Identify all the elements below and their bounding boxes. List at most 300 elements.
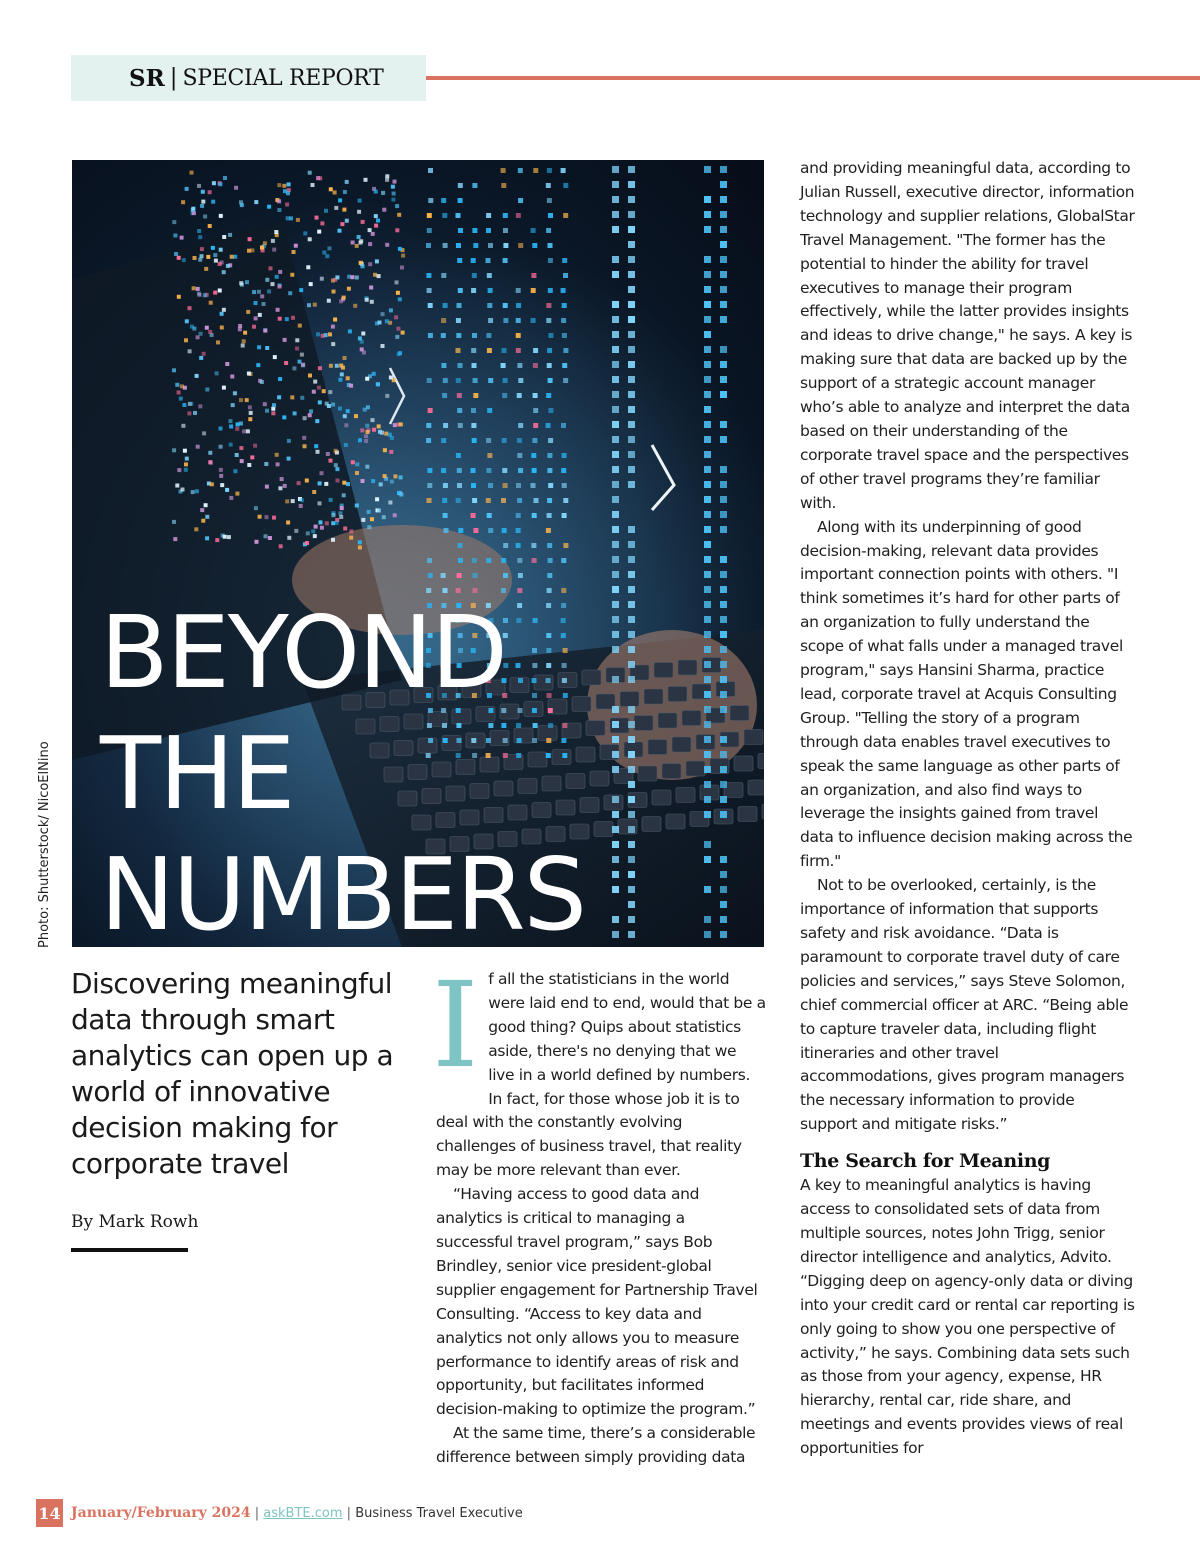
data-dot <box>628 271 635 278</box>
data-dot <box>318 366 322 370</box>
data-dot <box>331 342 335 346</box>
data-dot <box>202 431 206 435</box>
data-dot <box>456 453 461 458</box>
data-dot <box>223 176 227 180</box>
data-dot <box>346 376 350 380</box>
data-dot <box>704 286 711 293</box>
data-dot <box>720 766 727 773</box>
data-dot <box>393 513 397 517</box>
data-dot <box>612 436 619 443</box>
data-dot <box>267 290 271 294</box>
data-dot <box>282 415 286 419</box>
data-dot <box>704 856 711 863</box>
data-dot <box>268 536 272 540</box>
data-dot <box>518 243 523 248</box>
data-dot <box>235 453 239 457</box>
data-dot <box>200 204 204 208</box>
data-dot <box>183 449 187 453</box>
data-dot <box>196 335 200 339</box>
data-dot <box>384 432 388 436</box>
data-dot <box>471 483 476 488</box>
data-dot <box>488 483 493 488</box>
data-dot <box>320 471 324 475</box>
data-dot <box>260 294 264 298</box>
data-dot <box>704 436 711 443</box>
data-dot <box>547 363 552 368</box>
data-dot <box>339 364 343 368</box>
data-dot <box>443 513 448 518</box>
data-dot <box>229 496 233 500</box>
data-dot <box>516 303 521 308</box>
data-dot <box>501 558 506 563</box>
data-dot <box>473 378 478 383</box>
data-dot <box>372 372 376 376</box>
data-dot <box>240 203 244 207</box>
data-dot <box>299 504 303 508</box>
data-dot <box>427 468 432 473</box>
paragraph: Not to be overlooked, certainly, is the importance of information that supports safety and risk avoidance. “Data is paramount to corporate travel duty of care policies and services,” says Steve Solomon, chief commercial officer at ARC. “Being able to capture traveler data, including flight itineraries and other travel accommodations, gives program managers the necessary information to provide support and mitigate risks.” <box>800 876 1129 1134</box>
data-dot <box>258 313 262 317</box>
data-dot <box>233 255 237 259</box>
data-dot <box>349 536 353 540</box>
keyboard-key <box>748 780 764 795</box>
data-dot <box>214 259 218 263</box>
data-dot <box>720 871 727 878</box>
data-dot <box>209 461 213 465</box>
data-dot <box>315 216 319 220</box>
data-dot <box>184 468 188 472</box>
data-dot <box>233 391 237 395</box>
data-dot <box>369 286 373 290</box>
data-dot <box>230 375 234 379</box>
data-dot <box>191 490 195 494</box>
data-dot <box>256 363 260 367</box>
data-dot <box>517 558 522 563</box>
data-dot <box>628 736 635 743</box>
data-dot <box>272 516 276 520</box>
data-dot <box>533 168 538 173</box>
data-dot <box>612 916 619 923</box>
data-dot <box>370 300 374 304</box>
data-dot <box>427 378 432 383</box>
data-dot <box>426 243 431 248</box>
data-dot <box>399 493 403 497</box>
data-dot <box>315 419 319 423</box>
data-dot <box>294 529 298 533</box>
data-dot <box>501 183 506 188</box>
data-dot <box>307 303 311 307</box>
data-dot <box>218 262 222 266</box>
data-dot <box>704 511 711 518</box>
data-dot <box>427 498 432 503</box>
data-dot <box>350 275 354 279</box>
data-dot <box>201 200 205 204</box>
data-dot <box>181 424 185 428</box>
data-dot <box>335 521 339 525</box>
keyboard-key <box>658 713 677 728</box>
data-dot <box>382 515 386 519</box>
data-dot <box>340 372 344 376</box>
data-dot <box>473 243 478 248</box>
keyboard-key <box>676 788 695 803</box>
data-dot <box>562 333 567 338</box>
data-dot <box>428 408 433 413</box>
data-dot <box>720 646 727 653</box>
data-dot <box>516 543 521 548</box>
data-dot <box>329 459 333 463</box>
data-dot <box>215 538 219 542</box>
header-rule <box>426 76 1200 80</box>
data-dot <box>209 301 213 305</box>
data-dot <box>306 531 310 535</box>
data-dot <box>299 288 303 292</box>
data-dot <box>458 228 463 233</box>
data-dot <box>276 462 280 466</box>
data-dot <box>378 430 382 434</box>
data-dot <box>612 826 619 833</box>
data-dot <box>516 483 521 488</box>
data-dot <box>628 481 635 488</box>
data-dot <box>720 346 727 353</box>
data-dot <box>546 183 551 188</box>
data-dot <box>263 402 267 406</box>
data-dot <box>365 298 369 302</box>
data-dot <box>628 226 635 233</box>
data-dot <box>324 209 328 213</box>
keyboard-key <box>686 761 705 776</box>
data-dot <box>720 361 727 368</box>
data-dot <box>547 348 552 353</box>
data-dot <box>442 393 447 398</box>
keyboard-key <box>682 711 701 726</box>
data-dot <box>172 448 176 452</box>
data-dot <box>704 811 711 818</box>
data-dot <box>443 243 448 248</box>
data-dot <box>271 239 275 243</box>
data-dot <box>628 826 635 833</box>
data-dot <box>548 483 553 488</box>
data-dot <box>239 281 243 285</box>
data-dot <box>206 255 210 259</box>
data-dot <box>488 378 493 383</box>
data-dot <box>612 346 619 353</box>
data-dot <box>321 334 325 338</box>
data-dot <box>720 391 727 398</box>
data-dot <box>264 534 268 538</box>
data-dot <box>441 438 446 443</box>
data-dot <box>205 326 209 330</box>
data-dot <box>517 363 522 368</box>
data-dot <box>364 439 368 443</box>
data-dot <box>332 513 336 517</box>
data-dot <box>220 312 224 316</box>
section-abbreviation: SR <box>129 64 165 92</box>
data-dot <box>503 213 508 218</box>
data-dot <box>472 363 477 368</box>
data-dot <box>200 508 204 512</box>
data-dot <box>269 266 273 270</box>
data-dot <box>351 241 355 245</box>
data-dot <box>340 222 344 226</box>
data-dot <box>441 333 446 338</box>
data-dot <box>175 484 179 488</box>
data-dot <box>471 288 476 293</box>
data-dot <box>457 408 462 413</box>
byline: By Mark Rowh <box>71 1212 199 1232</box>
data-dot <box>612 406 619 413</box>
data-dot <box>338 198 342 202</box>
body-column-3 <box>800 157 1135 1461</box>
data-dot <box>720 211 727 218</box>
data-dot <box>199 332 203 336</box>
data-dot <box>628 436 635 443</box>
drop-cap: I <box>432 956 479 1094</box>
data-dot <box>456 333 461 338</box>
data-dot <box>345 180 349 184</box>
data-dot <box>271 411 275 415</box>
data-dot <box>704 766 711 773</box>
data-dot <box>375 259 379 263</box>
data-dot <box>309 282 313 286</box>
data-dot <box>502 438 507 443</box>
data-dot <box>628 181 635 188</box>
data-dot <box>358 336 362 340</box>
data-dot <box>472 183 477 188</box>
data-dot <box>357 235 361 239</box>
data-dot <box>401 331 405 335</box>
data-dot <box>318 481 322 485</box>
data-dot <box>547 198 552 203</box>
section-label: SPECIAL REPORT <box>182 65 384 91</box>
data-dot <box>339 515 343 519</box>
data-dot <box>548 243 553 248</box>
data-dot <box>720 781 727 788</box>
data-dot <box>518 198 523 203</box>
data-dot <box>393 423 397 427</box>
data-dot <box>182 258 186 262</box>
data-dot <box>287 182 291 186</box>
data-dot <box>612 706 619 713</box>
data-dot <box>192 286 196 290</box>
data-dot <box>612 541 619 548</box>
data-dot <box>704 391 711 398</box>
data-dot <box>612 646 619 653</box>
footer-separator: | <box>254 1506 260 1521</box>
data-dot <box>548 213 553 218</box>
data-dot <box>365 465 369 469</box>
data-dot <box>547 468 552 473</box>
data-dot <box>288 291 292 295</box>
data-dot <box>220 326 224 330</box>
data-dot <box>286 216 290 220</box>
data-dot <box>242 429 246 433</box>
data-dot <box>534 498 539 503</box>
data-dot <box>458 363 463 368</box>
data-dot <box>308 374 312 378</box>
data-dot <box>720 916 727 923</box>
data-dot <box>398 297 402 301</box>
data-dot <box>316 332 320 336</box>
data-dot <box>312 390 316 394</box>
data-dot <box>300 498 304 502</box>
data-dot <box>305 479 309 483</box>
data-dot <box>516 528 521 533</box>
website-link[interactable]: askBTE.com <box>263 1506 343 1521</box>
data-dot <box>285 499 289 503</box>
data-dot <box>173 234 177 238</box>
data-dot <box>546 393 551 398</box>
data-dot <box>303 231 307 235</box>
data-dot <box>335 275 339 279</box>
data-dot <box>720 166 727 173</box>
data-dot <box>518 423 523 428</box>
data-dot <box>248 237 252 241</box>
data-dot <box>612 631 619 638</box>
data-dot <box>252 290 256 294</box>
data-dot <box>612 601 619 608</box>
data-dot <box>517 498 522 503</box>
data-dot <box>704 661 711 668</box>
data-dot <box>292 250 296 254</box>
data-dot <box>531 543 536 548</box>
data-dot <box>385 394 389 398</box>
data-dot <box>198 235 202 239</box>
data-dot <box>322 251 326 255</box>
data-dot <box>254 316 258 320</box>
keyboard-key <box>648 740 667 755</box>
data-dot <box>255 540 259 544</box>
page-footer <box>71 1505 523 1521</box>
data-dot <box>334 463 338 467</box>
data-dot <box>204 267 208 271</box>
data-dot <box>361 479 365 483</box>
data-dot <box>197 184 201 188</box>
data-dot <box>361 264 365 268</box>
data-dot <box>395 228 399 232</box>
data-dot <box>381 312 385 316</box>
data-dot <box>185 457 189 461</box>
data-dot <box>704 586 711 593</box>
data-dot <box>174 252 178 256</box>
data-dot <box>457 258 462 263</box>
data-dot <box>282 184 286 188</box>
data-dot <box>366 430 370 434</box>
data-dot <box>305 541 309 545</box>
data-dot <box>378 321 382 325</box>
data-dot <box>273 355 277 359</box>
data-dot <box>287 536 291 540</box>
data-dot <box>612 616 619 623</box>
data-dot <box>628 406 635 413</box>
data-dot <box>562 363 567 368</box>
data-dot <box>427 213 432 218</box>
data-dot <box>531 318 536 323</box>
data-dot <box>704 166 711 173</box>
data-dot <box>720 286 727 293</box>
data-dot <box>563 213 568 218</box>
data-dot <box>612 211 619 218</box>
data-dot <box>249 411 253 415</box>
data-dot <box>325 402 329 406</box>
data-dot <box>628 721 635 728</box>
data-dot <box>441 573 446 578</box>
data-dot <box>720 736 727 743</box>
data-dot <box>247 463 251 467</box>
data-dot <box>182 403 186 407</box>
data-dot <box>260 380 264 384</box>
data-dot <box>272 403 276 407</box>
data-dot <box>383 474 387 478</box>
data-dot <box>374 224 378 228</box>
keyboard-key <box>638 766 657 781</box>
data-dot <box>612 481 619 488</box>
data-dot <box>547 168 552 173</box>
publication-name: Business Travel Executive <box>355 1506 523 1521</box>
data-dot <box>349 529 353 533</box>
data-dot <box>442 498 447 503</box>
data-dot <box>359 261 363 265</box>
data-dot <box>486 333 491 338</box>
data-dot <box>277 183 281 187</box>
data-dot <box>267 205 271 209</box>
data-dot <box>205 388 209 392</box>
data-dot <box>177 295 181 299</box>
data-dot <box>704 631 711 638</box>
data-dot <box>396 291 400 295</box>
data-dot <box>248 417 252 421</box>
data-dot <box>397 213 401 217</box>
data-dot <box>334 449 338 453</box>
data-dot <box>471 258 476 263</box>
data-dot <box>219 248 223 252</box>
data-dot <box>302 436 306 440</box>
data-dot <box>322 389 326 393</box>
data-dot <box>278 285 282 289</box>
data-dot <box>548 408 553 413</box>
data-dot <box>331 325 335 329</box>
data-dot <box>368 228 372 232</box>
data-dot <box>312 490 316 494</box>
data-dot <box>428 303 433 308</box>
data-dot <box>704 301 711 308</box>
data-dot <box>563 348 568 353</box>
data-dot <box>275 275 279 279</box>
data-dot <box>704 571 711 578</box>
data-dot <box>704 616 711 623</box>
data-dot <box>229 419 233 423</box>
data-dot <box>338 378 342 382</box>
data-dot <box>428 573 433 578</box>
data-dot <box>628 346 635 353</box>
data-dot <box>612 736 619 743</box>
data-dot <box>612 886 619 893</box>
data-dot <box>612 796 619 803</box>
data-dot <box>704 376 711 383</box>
data-dot <box>533 393 538 398</box>
data-dot <box>471 513 476 518</box>
data-dot <box>628 361 635 368</box>
data-dot <box>361 518 365 522</box>
data-dot <box>456 318 461 323</box>
data-dot <box>503 303 508 308</box>
data-dot <box>704 421 711 428</box>
data-dot <box>472 438 477 443</box>
data-dot <box>333 318 337 322</box>
data-dot <box>309 409 313 413</box>
data-dot <box>295 338 299 342</box>
data-dot <box>324 482 328 486</box>
data-dot <box>501 363 506 368</box>
